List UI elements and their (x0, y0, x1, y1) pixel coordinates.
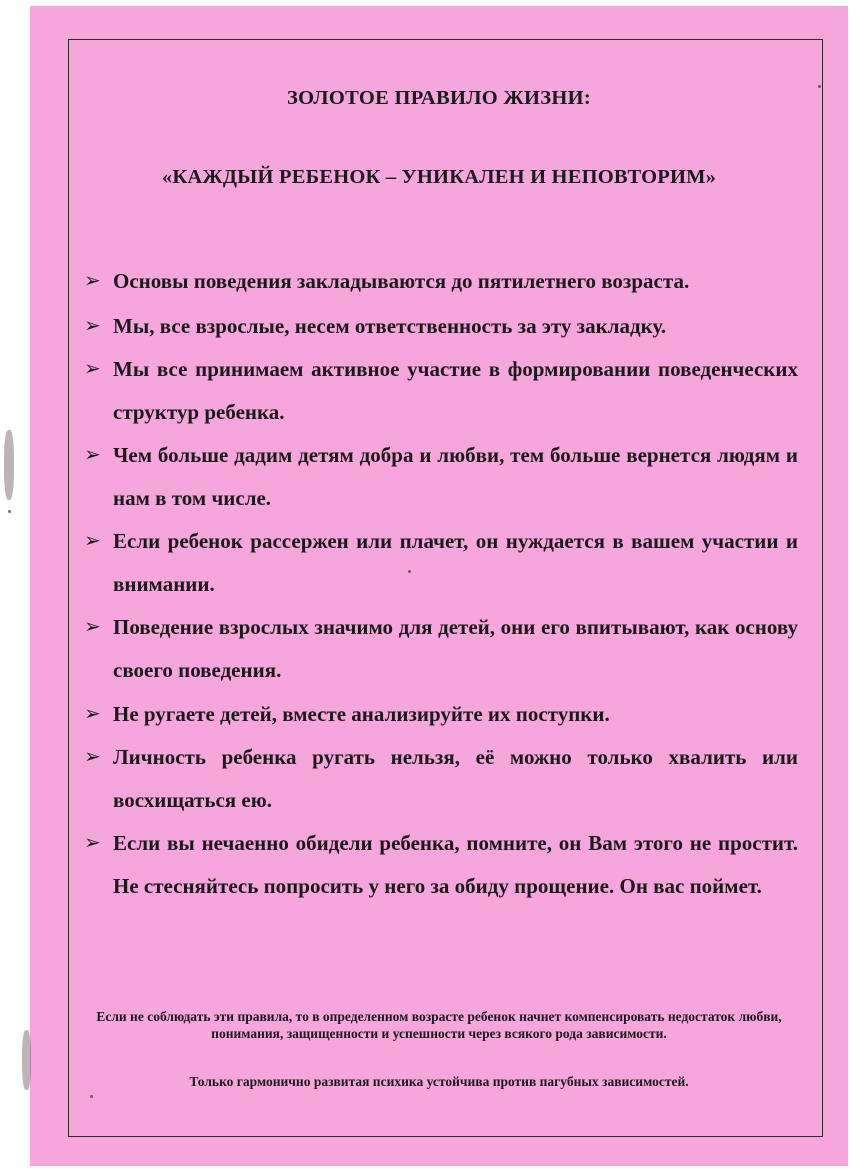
rule-item: Основы поведения закладываются до пятилетнего возраста. (113, 269, 690, 293)
scan-speck (90, 1095, 93, 1098)
scan-smudge (4, 430, 14, 500)
scan-smudge (22, 1030, 31, 1090)
rule-item: Чем больше дадим детям добра и любви, тем больше вернется людям и нам в том числе. (113, 443, 798, 510)
bullet-arrow-icon: ➢ (84, 530, 101, 552)
scan-speck (818, 85, 821, 88)
footer-conclusion: Только гармонично развитая психика устойчива против пагубных зависимостей. (189, 1074, 689, 1089)
rule-item: Личность ребенка ругать нельзя, её можно только хвалить или восхищаться ею. (113, 745, 798, 812)
poster-subtitle: «КАЖДЫЙ РЕБЕНОК – УНИКАЛЕН И НЕПОВТОРИМ» (161, 166, 717, 188)
poster-title: ЗОЛОТОЕ ПРАВИЛО ЖИЗНИ: (286, 87, 592, 109)
bullet-arrow-icon: ➢ (84, 358, 101, 380)
scan-speck (8, 510, 11, 513)
rule-item: Поведение взрослых значимо для детей, они его впитывают, как основу своего поведения. (113, 615, 798, 682)
rule-item: Если вы нечаенно обидели ребенка, помните, он Вам этого не простит. Не стесняйтесь попросить у него за обиду прощение. Он вас поймет. (113, 831, 798, 898)
bullet-arrow-icon: ➢ (84, 315, 101, 337)
rule-item: Мы все принимаем активное участие в формировании поведенческих структур ребенка. (113, 357, 798, 424)
bullet-arrow-icon: ➢ (84, 746, 101, 768)
rule-item: Мы, все взрослые, несем ответственность за эту закладку. (113, 314, 667, 338)
bullet-arrow-icon: ➢ (84, 270, 101, 292)
poster-sheet (30, 6, 848, 1166)
bullet-arrow-icon: ➢ (84, 444, 101, 466)
rule-item: Не ругаете детей, вместе анализируйте их поступки. (113, 702, 610, 726)
bullet-arrow-icon: ➢ (84, 703, 101, 725)
bullet-arrow-icon: ➢ (84, 832, 101, 854)
bullet-arrow-icon: ➢ (84, 616, 101, 638)
rule-item: Если ребенок рассержен или плачет, он нуждается в вашем участии и внимании. (113, 529, 798, 596)
scan-speck (408, 570, 411, 573)
footer-warning: Если не соблюдать эти правила, то в определенном возрасте ребенок начнет компенсировать недостаток любви, понимания, защищенности и успешности через всякого рода зависимости. (96, 1009, 782, 1041)
